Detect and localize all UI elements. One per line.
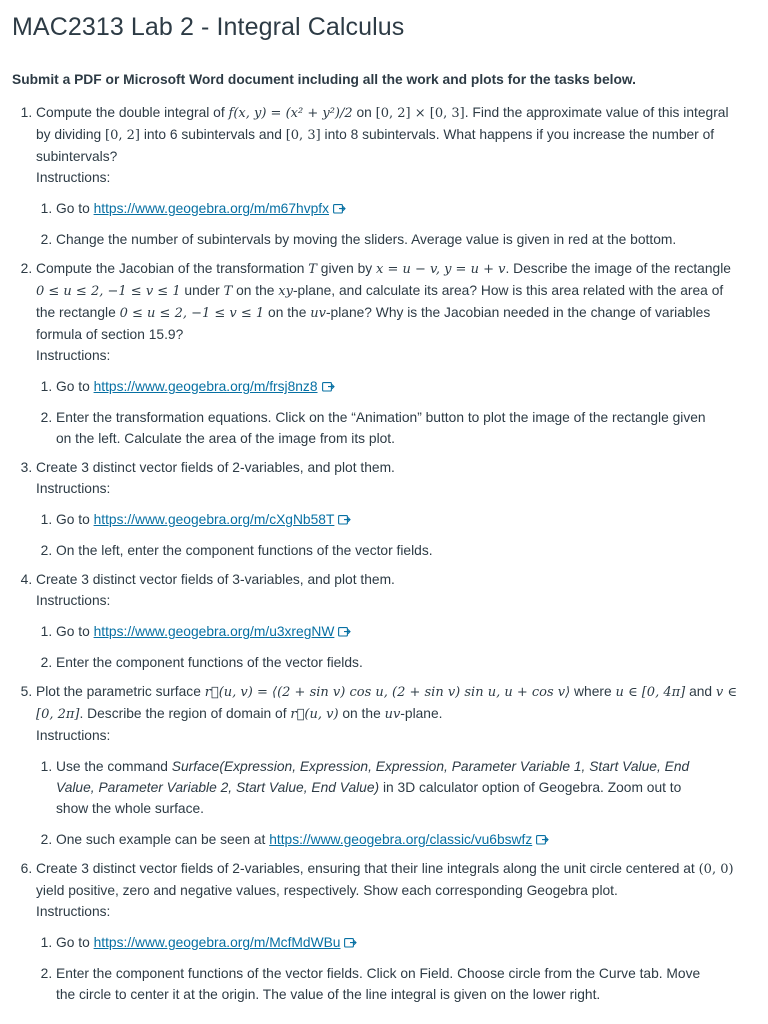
step-text: One such example can be seen at [56, 832, 270, 847]
task-3-step-1 [56, 509, 740, 530]
task-1-text: into 8 subintervals. What happens if you increase the number of subintervals? [36, 127, 715, 164]
task-4-steps [36, 621, 740, 673]
task-6-text: Create 3 distinct vector fields of 2-variables, ensuring that their line integrals along the unit circle centered at [36, 861, 699, 876]
external-link-icon[interactable] [338, 514, 351, 525]
math-interval: [0, 3] [285, 128, 321, 143]
geogebra-link[interactable]: https://www.geogebra.org/m/u3xregNW [93, 624, 335, 639]
task-5-text: and [685, 684, 716, 699]
task-5-step-2 [56, 829, 740, 850]
task-2-step-2: 2. Enter the transformation equations. Click on the “Animation” button to plot the image of the rectangle given on the left. Calculate the area of the image from its plot. [56, 407, 740, 449]
math-v-range: v ∈ [0, 2π] [36, 685, 738, 722]
math-xy: xy [278, 284, 293, 299]
task-1-text: on [352, 105, 376, 120]
math-f: f(x, y) = (x² + y²)/2 [228, 106, 353, 121]
task-2-text: on the [232, 283, 279, 298]
step-text: Go to [56, 201, 94, 216]
task-5-text: Plot the parametric surface [36, 684, 205, 699]
instructions-label: Instructions: [36, 593, 111, 608]
geogebra-link[interactable]: https://www.geogebra.org/m/McfMdWBu [93, 935, 341, 950]
task-2-text: on the [264, 305, 311, 320]
math-rectangle: 0 ≤ u ≤ 2, −1 ≤ v ≤ 1 [36, 284, 181, 299]
instructions-label: Instructions: [36, 728, 111, 743]
task-3-steps [36, 509, 740, 561]
task-6 [36, 858, 768, 1005]
task-2-text: under [180, 283, 224, 298]
external-link-icon[interactable] [344, 937, 357, 948]
task-list [12, 102, 768, 1005]
geogebra-link[interactable]: https://www.geogebra.org/m/m67hvpfx [93, 201, 330, 216]
math-transform: x = u − v, y = u + v [376, 262, 506, 277]
task-1-steps [36, 198, 740, 250]
math-rectangle: 0 ≤ u ≤ 2, −1 ≤ v ≤ 1 [119, 306, 265, 321]
task-1-text: . Find the approximate value of this integral by dividing [36, 105, 729, 142]
task-5-step-1 [56, 756, 740, 819]
task-2-step-1 [56, 376, 740, 397]
task-4 [36, 569, 768, 673]
task-3 [36, 457, 768, 561]
task-6-step-2: 2. Enter the component functions of the vector fields. Click on Field. Choose circle from the Curve tab. Move the circle to center it at the origin. The value of the line integral is given on the lower right. [56, 963, 740, 1005]
math-uv: uv [310, 306, 326, 321]
task-2-text: Compute the Jacobian of the transformation [36, 261, 309, 276]
task-1-text: Compute the double integral of [36, 105, 229, 120]
instructions-label: Instructions: [36, 904, 111, 919]
step-text: Go to [56, 624, 94, 639]
task-4-step-2: 2. Enter the component functions of the vector fields. [56, 652, 740, 673]
task-6-step-1 [56, 932, 740, 953]
task-2-text: . Describe the image of the rectangle [505, 261, 731, 276]
task-4-step-1 [56, 621, 740, 642]
intro-text: Submit a PDF or Microsoft Word document including all the work and plots for the tasks below. [12, 72, 636, 87]
task-2-text: -plane, and calculate its area? How is this area related with the area of the rectangle [36, 283, 724, 320]
task-4-text: Create 3 distinct vector fields of 3-variables, and plot them. [36, 572, 395, 587]
instructions-label: Instructions: [36, 348, 111, 363]
instructions-label: Instructions: [36, 170, 111, 185]
external-link-icon[interactable] [536, 834, 549, 845]
task-5-steps [36, 756, 740, 850]
step-text: Use the command [56, 759, 172, 774]
math-u-range: u ∈ [0, 4π] [615, 685, 686, 700]
math-origin: (0, 0) [698, 862, 734, 877]
external-link-icon[interactable] [333, 203, 346, 214]
task-3-text: Create 3 distinct vector fields of 2-variables, and plot them. [36, 460, 395, 475]
task-1-step-1 [56, 198, 740, 219]
task-1-step-2: 2. Change the number of subintervals by moving the sliders. Average value is given in red at the bottom. [56, 229, 740, 250]
external-link-icon[interactable] [322, 381, 335, 392]
math-domain: [0, 2] × [0, 3] [375, 106, 465, 121]
step-text: in 3D calculator option of Geogebra. Zoom out to show the whole surface. [56, 780, 682, 816]
task-5 [36, 681, 768, 850]
math-T: T [308, 262, 317, 277]
task-6-steps [36, 932, 740, 1005]
task-2-text: given by [316, 261, 376, 276]
step-text: Go to [56, 379, 94, 394]
task-6-text: yield positive, zero and negative values, respectively. Show each corresponding Geogebra plot. [36, 883, 618, 898]
task-5-text: where [570, 684, 616, 699]
math-r: r⃗(u, v) [290, 707, 339, 722]
instructions-label: Instructions: [36, 481, 111, 496]
task-5-text: . Describe the region of domain of [79, 706, 291, 721]
geogebra-link[interactable]: https://www.geogebra.org/classic/vu6bswfz [269, 832, 533, 847]
surface-command: Surface(Expression, Expression, Expression, Parameter Variable 1, Start Value, End Value, Parameter Variable 2, Start Value, End Value) [56, 759, 690, 795]
geogebra-link[interactable]: https://www.geogebra.org/m/cXgNb58T [93, 512, 335, 527]
page-title: MAC2313 Lab 2 - Integral Calculus [12, 13, 405, 41]
task-2-steps [36, 376, 740, 449]
task-3-step-2: 2. On the left, enter the component functions of the vector fields. [56, 540, 740, 561]
task-1-text: into 6 subintervals and [139, 127, 286, 142]
task-2 [36, 258, 768, 449]
math-surface: r⃗(u, v) = ⟨(2 + sin v) cos u, (2 + sin v) sin u, u + cos v⟩ [204, 685, 571, 700]
task-2-text: -plane? Why is the Jacobian needed in the change of variables formula of section 15.9? [36, 305, 711, 342]
step-text: Go to [56, 512, 94, 527]
math-T: T [223, 284, 233, 299]
math-interval: [0, 2] [105, 128, 140, 143]
external-link-icon[interactable] [338, 626, 351, 637]
task-5-text: on the [338, 706, 385, 721]
step-text: Go to [56, 935, 94, 950]
task-5-text: -plane. [400, 706, 443, 721]
geogebra-link[interactable]: https://www.geogebra.org/m/frsj8nz8 [93, 379, 318, 394]
math-uv: uv [384, 707, 401, 722]
task-1 [36, 102, 768, 250]
